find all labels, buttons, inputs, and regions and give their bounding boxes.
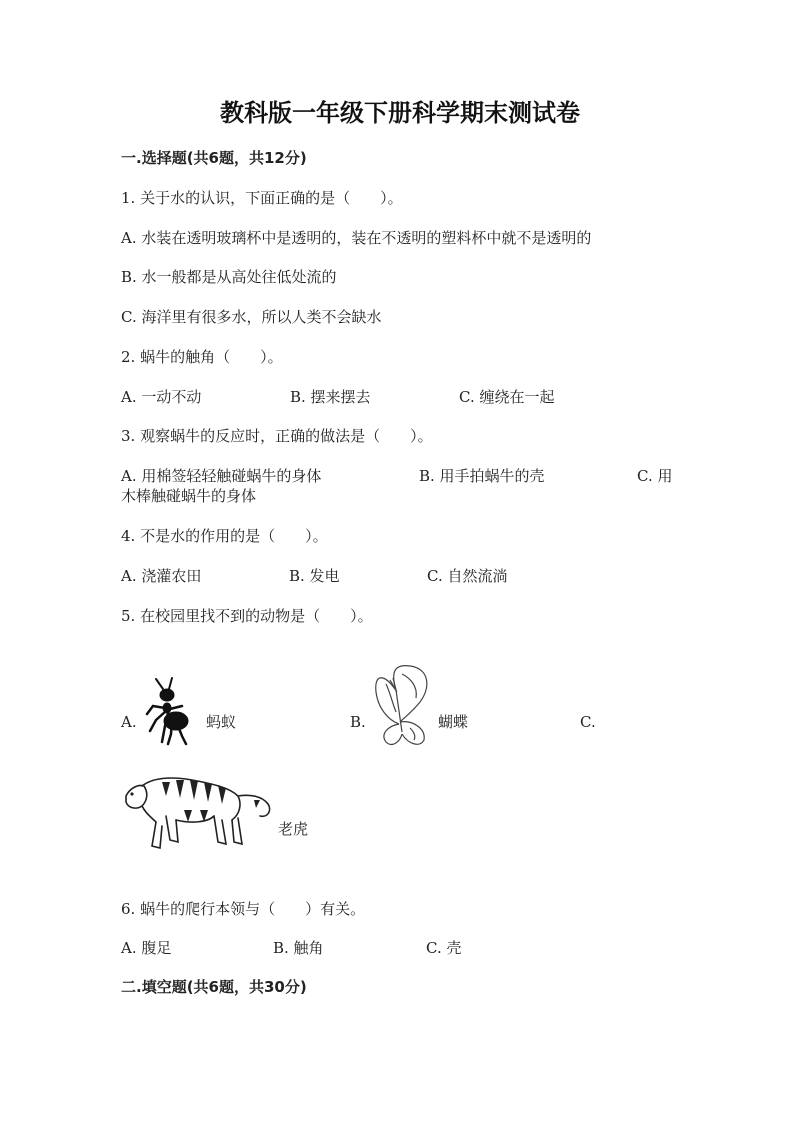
question-5-option-c-caption: 老虎	[278, 820, 309, 838]
question-3-option-a: A. 用棉签轻轻触碰蜗牛的身体	[121, 467, 322, 485]
question-2-option-a: A. 一动不动	[121, 388, 202, 406]
butterfly-icon	[366, 662, 436, 748]
question-4-stem: 4. 不是水的作用的是（ ）。	[121, 527, 328, 545]
question-4-option-b: B. 发电	[289, 567, 340, 585]
question-5-option-a-caption: 蚂蚁	[206, 713, 237, 731]
section-heading-fill-in: 二.填空题(共6题，共30分)	[121, 978, 307, 996]
question-6-option-a: A. 腹足	[121, 939, 172, 957]
question-5-option-b-letter: B.	[350, 713, 366, 731]
question-2-option-c: C. 缠绕在一起	[459, 388, 555, 406]
question-5-option-b-caption: 蝴蝶	[438, 713, 469, 731]
question-1-stem: 1. 关于水的认识，下面正确的是（ ）。	[121, 189, 403, 207]
question-3-option-c-continued: 木棒触碰蜗牛的身体	[121, 487, 257, 505]
question-5-option-a-letter: A.	[121, 713, 137, 731]
question-6-stem: 6. 蜗牛的爬行本领与（ ）有关。	[121, 900, 366, 918]
question-4-option-a: A. 浇灌农田	[121, 567, 202, 585]
question-6-option-b: B. 触角	[273, 939, 324, 957]
question-3-option-c: C. 用	[637, 467, 673, 485]
section-heading-choice: 一.选择题(共6题，共12分)	[121, 149, 307, 167]
question-3-stem: 3. 观察蜗牛的反应时，正确的做法是（ ）。	[121, 427, 433, 445]
question-2-stem: 2. 蜗牛的触角（ ）。	[121, 348, 283, 366]
question-1-option-c: C. 海洋里有很多水，所以人类不会缺水	[121, 308, 382, 326]
question-2-option-b: B. 摆来摆去	[290, 388, 371, 406]
question-3-option-b: B. 用手拍蜗牛的壳	[419, 467, 545, 485]
question-6-option-c: C. 壳	[426, 939, 462, 957]
tiger-icon	[122, 770, 274, 860]
page-title: 教科版一年级下册科学期末测试卷	[220, 99, 580, 127]
question-5-option-c-letter: C.	[580, 713, 596, 731]
question-5-stem: 5. 在校园里找不到的动物是（ ）。	[121, 607, 373, 625]
question-4-option-c: C. 自然流淌	[427, 567, 508, 585]
question-1-option-b: B. 水一般都是从高处往低处流的	[121, 268, 337, 286]
question-1-option-a: A. 水装在透明玻璃杯中是透明的，装在不透明的塑料杯中就不是透明的	[121, 229, 592, 247]
ant-icon	[138, 676, 204, 748]
